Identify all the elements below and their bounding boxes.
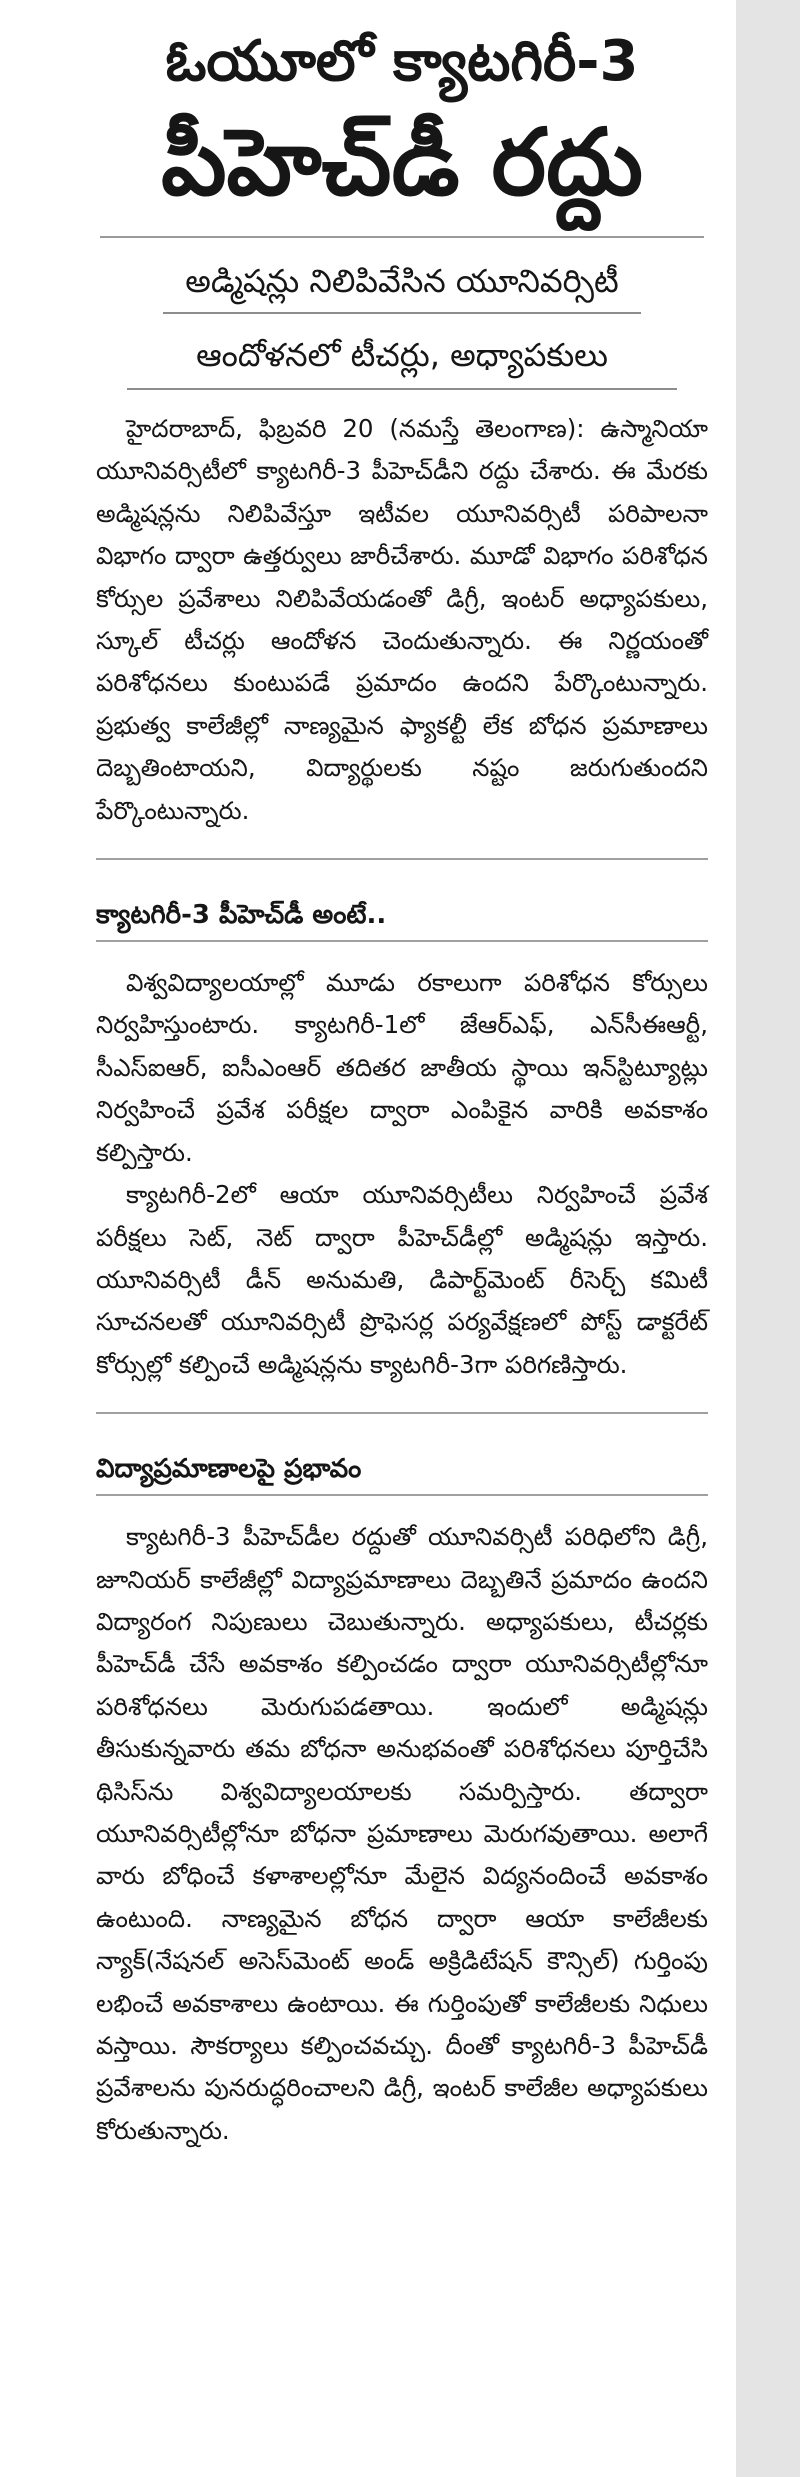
headline-rule: [100, 236, 704, 238]
subheading-second: ఆందోళనలో టీచర్లు, అధ్యాపకులు: [196, 336, 608, 374]
subheading-rule: [163, 312, 640, 314]
article-body: [96, 408, 708, 2152]
section1-paragraph-1: విశ్వవిద్యాలయాల్లో మూడు రకాలుగా పరిశోధన కోర్సులు నిర్వహిస్తుంటారు. క్యాటగిరీ-1లో జేఆర్ఎఫ్, ఎన్‌సీఈఆర్టీ, సీఎస్ఐఆర్, ఐసీఎంఆర్ తదితర జాతీయ స్థాయి ఇన్‌స్టిట్యూట్లు నిర్వహించే ప్రవేశ పరీక్షల ద్వారా ఎంపికైన వారికి అవకాశం కల్పిస్తారు.: [96, 968, 708, 1167]
headline-line-1: ఓయూలో క్యాటగిరీ-3: [165, 29, 639, 94]
section1-paragraph-2: క్యాటగిరీ-2లో ఆయా యూనివర్సిటీలు నిర్వహించే ప్రవేశ పరీక్షలు సెట్, నెట్ ద్వారా పీహెచ్‌డీల్లో అడ్మిషన్లు ఇస్తారు. యూనివర్సిటీ డీన్ అనుమతి, డిపార్ట్‌మెంట్ రీసెర్చ్ కమిటీ సూచనలతో యూనివర్సిటీ ప్రొఫెసర్ల పర్యవేక్షణలో పోస్ట్ డాక్టరేట్ కోర్సుల్లో కల్పించే అడ్మిషన్లను క్యాటగిరీ-3గా పరిగణిస్తారు.: [96, 1180, 708, 1379]
subheading-rule-second: [127, 388, 678, 390]
intro-paragraph: హైదరాబాద్, ఫిబ్రవరి 20 (నమస్తే తెలంగాణ): ఉస్మానియా యూనివర్సిటీలో క్యాటగిరీ-3 పీహెచ్‌డీని రద్దు చేశారు. ఈ మేరకు అడ్మిషన్లను నిలిపివేస్తూ ఇటీవల యూనివర్సిటీ పరిపాలనా విభాగం ద్వారా ఉత్తర్వులు జారీచేశారు. మూడో విభాగం పరిశోధన కోర్సుల ప్రవేశాలు నిలిపివేయడంతో డిగ్రీ, ఇంటర్ అధ్యాపకులు, స్కూల్ టీచర్లు ఆందోళన చెందుతున్నారు. ఈ నిర్ణయంతో పరిశోధనలు కుంటుపడే ప్రమాదం ఉందని పేర్కొంటున్నారు. ప్రభుత్వ కాలేజీల్లో నాణ్యమైన ఫ్యాకల్టీ లేక బోధన ప్రమాణాలు దెబ్బతింటాయని, విద్యార్థులకు నష్టం జరుగుతుందని పేర్కొంటున్నారు.: [96, 414, 708, 825]
section-divider: [96, 858, 708, 860]
page-background-strip: [736, 0, 800, 2477]
headline-line-2: పీహెచ్‌డీ రద్దు: [161, 109, 643, 216]
subheading-first: అడ్మిషన్లు నిలిపివేసిన యూనివర్సిటీ: [185, 262, 619, 300]
section-heading-rule: [96, 1494, 708, 1496]
section-heading-rule: [96, 940, 708, 942]
section-divider: [96, 1412, 708, 1414]
section-heading-impact: విద్యాప్రమాణాలపై ప్రభావం: [96, 1454, 362, 1485]
section-heading-category-3: క్యాటగిరీ-3 పీహెచ్‌డీ అంటే..: [96, 900, 387, 931]
section2-paragraph: క్యాటగిరీ-3 పీహెచ్‌డీల రద్దుతో యూనివర్సిటీ పరిధిలోని డిగ్రీ, జూనియర్ కాలేజీల్లో విద్యాప్రమాణాలు దెబ్బతినే ప్రమాదం ఉందని విద్యారంగ నిపుణులు చెబుతున్నారు. అధ్యాపకులు, టీచర్లకు పీహెచ్‌డీ చేసే అవకాశం కల్పించడం ద్వారా యూనివర్సిటీల్లోనూ పరిశోధనలు మెరుగుపడతాయి. ఇందులో అడ్మిషన్లు తీసుకున్నవారు తమ బోధనా అనుభవంతో పరిశోధనలు పూర్తిచేసి థిసిస్‌ను విశ్వవిద్యాలయాలకు సమర్పిస్తారు. తద్వారా యూనివర్సిటీల్లోనూ బోధనా ప్రమాణాలు మెరుగవుతాయి. అలాగే వారు బోధించే కళాశాలల్లోనూ మేలైన విద్యనందించే అవకాశం ఉంటుంది. నాణ్యమైన బోధన ద్వారా ఆయా కాలేజీలకు న్యాక్(నేషనల్ అసెస్‌మెంట్ అండ్ అక్రిడిటేషన్ కౌన్సిల్) గుర్తింపు లభించే అవకాశాలు ఉంటాయి. ఈ గుర్తింపుతో కాలేజీలకు నిధులు వస్తాయి. సౌకర్యాలు కల్పించవచ్చు. దీంతో క్యాటగిరీ-3 పీహెచ్‌డీ ప్రవేశాలను పునరుద్ధరించాలని డిగ్రీ, ఇంటర్ కాలేజీల అధ్యాపకులు కోరుతున్నారు.: [96, 1522, 708, 2145]
